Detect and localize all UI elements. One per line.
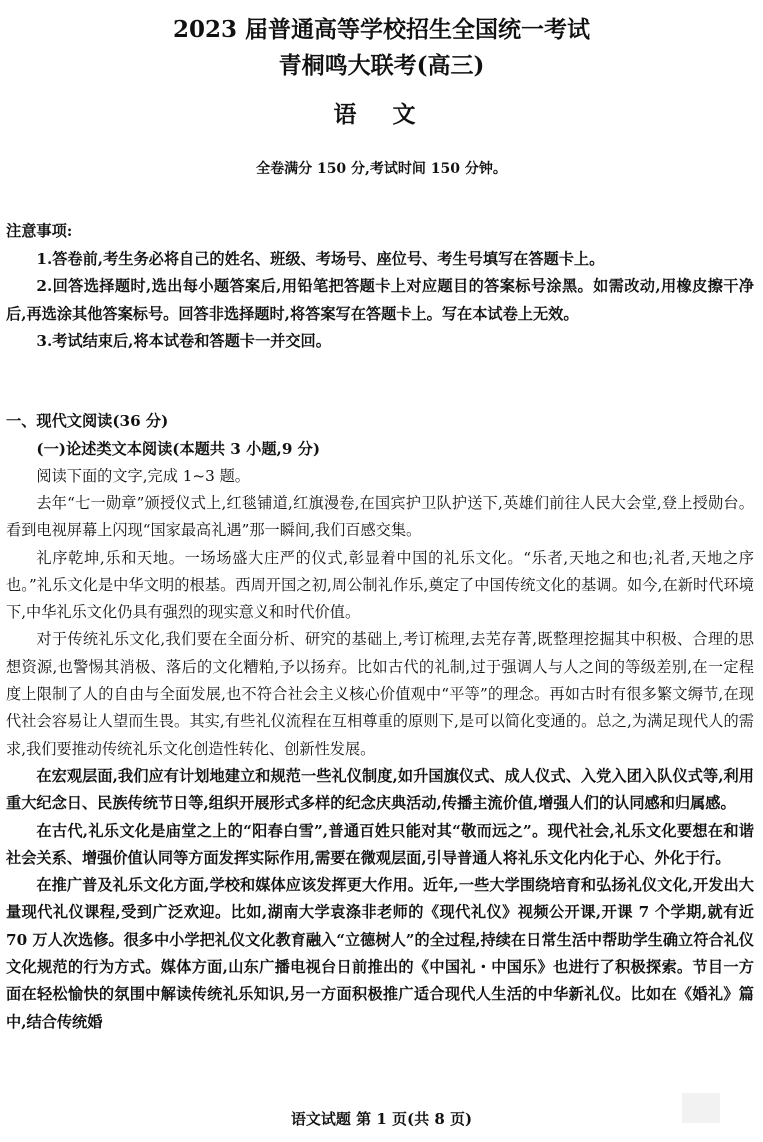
notice-item: 3.考试结束后,将本试卷和答题卡一并交回。 — [36, 331, 331, 350]
subsection-heading-text: (一)论述类文本阅读(本题共 3 小题,9 分) — [36, 440, 321, 458]
exam-title: 2023 届普通高等学校招生全国统一考试 — [172, 16, 591, 43]
notice-item: 1.答卷前,考生务必将自己的姓名、班级、考场号、座位号、考生号填写在答题卡上。 — [36, 250, 605, 268]
reading-passage — [6, 490, 754, 1036]
passage-paragraph: 在推广普及礼乐文化方面,学校和媒体应该发挥更大作用。近年,一些大学围绕培育和弘扬礼仪文化,开发出大量现代礼仪课程,受到广泛欢迎。比如,湖南大学袁涤非老师的《现代礼仪》视频公开课,开课 7 个学期,就有近 70 万人次选修。很多中小学把礼仪文化教育融入“立德树人”的全过程,持续在日常生活中帮助学生确立符合礼仪文化规范的行为方式。媒体方面,山东广播电视台日前推出的《中国礼・中国乐》也进行了积极探索。节目一方面在轻松愉快的氛围中解读传统礼乐知识,另一方面积极推广适合现代人生活的中华新礼仪。比如在《婚礼》篇中,结合传统婚 — [6, 876, 754, 1031]
notice-heading: 注意事项: — [6, 222, 73, 240]
subsection-heading — [6, 436, 754, 463]
subject-title: 语 文 — [333, 101, 430, 128]
notice-item: 2.回答选择题时,选出每小题答案后,用铅笔把答题卡上对应题目的答案标号涂黑。如需改动,用橡皮擦干净后,再选涂其他答案标号。回答非选择题时,将答案写在答题卡上。写在本试卷上无效。 — [6, 277, 754, 323]
page-footer: 语文试题 第 1 页(共 8 页) — [290, 1110, 473, 1128]
exam-series-title: 青桐鸣大联考(高三) — [278, 52, 485, 79]
passage-paragraph: 对于传统礼乐文化,我们要在全面分析、研究的基础上,考订梳理,去芜存菁,既整理挖掘其中积极、合理的思想资源,也警惕其消极、落后的文化糟粕,予以扬弃。比如古代的礼制,过于强调人与人之间的等级差别,在一定程度上限制了人的自由与全面发展,也不符合社会主义核心价值观中“平等”的理念。再如古时有很多繁文缛节,在现代社会容易让人望而生畏。其实,有些礼仪流程在互相尊重的原则下,是可以简化变通的。总之,为满足现代人的需求,我们要推动传统礼乐文化创造性转化、创新性发展。 — [6, 630, 754, 758]
exam-info: 全卷满分 150 分,考试时间 150 分钟。 — [256, 161, 507, 177]
reading-instruction-text: 阅读下面的文字,完成 1~3 题。 — [36, 467, 250, 485]
passage-paragraph: 在宏观层面,我们应有计划地建立和规范一些礼仪制度,如升国旗仪式、成人仪式、入党入团入队仪式等,利用重大纪念日、民族传统节日等,组织开展形式多样的纪念庆典活动,传播主流价值,增强人们的认同感和归属感。 — [6, 766, 754, 813]
notice-list — [6, 246, 754, 355]
section-heading: 一、现代文阅读(36 分) — [6, 412, 169, 430]
reading-instruction — [6, 463, 754, 490]
passage-paragraph: 去年“七一勋章”颁授仪式上,红毯铺道,红旗漫卷,在国宾护卫队护送下,英雄们前往人民大会堂,登上授勋台。看到电视屏幕上闪现“国家最高礼遇”那一瞬间,我们百感交集。 — [6, 494, 754, 540]
passage-paragraph: 礼序乾坤,乐和天地。一场场盛大庄严的仪式,彰显着中国的礼乐文化。“乐者,天地之和也;礼者,天地之序也。”礼乐文化是中华文明的根基。西周开国之初,周公制礼作乐,奠定了中国传统文化的基调。如今,在新时代环境下,中华礼乐文化仍具有强烈的现实意义和时代价值。 — [6, 548, 754, 622]
passage-paragraph: 在古代,礼乐文化是庙堂之上的“阳春白雪”,普通百姓只能对其“敬而远之”。现代社会,礼乐文化要想在和谐社会关系、增强价值认同等方面发挥实际作用,需要在微观层面,引导普通人将礼乐文化内化于心、外化于行。 — [6, 821, 754, 867]
